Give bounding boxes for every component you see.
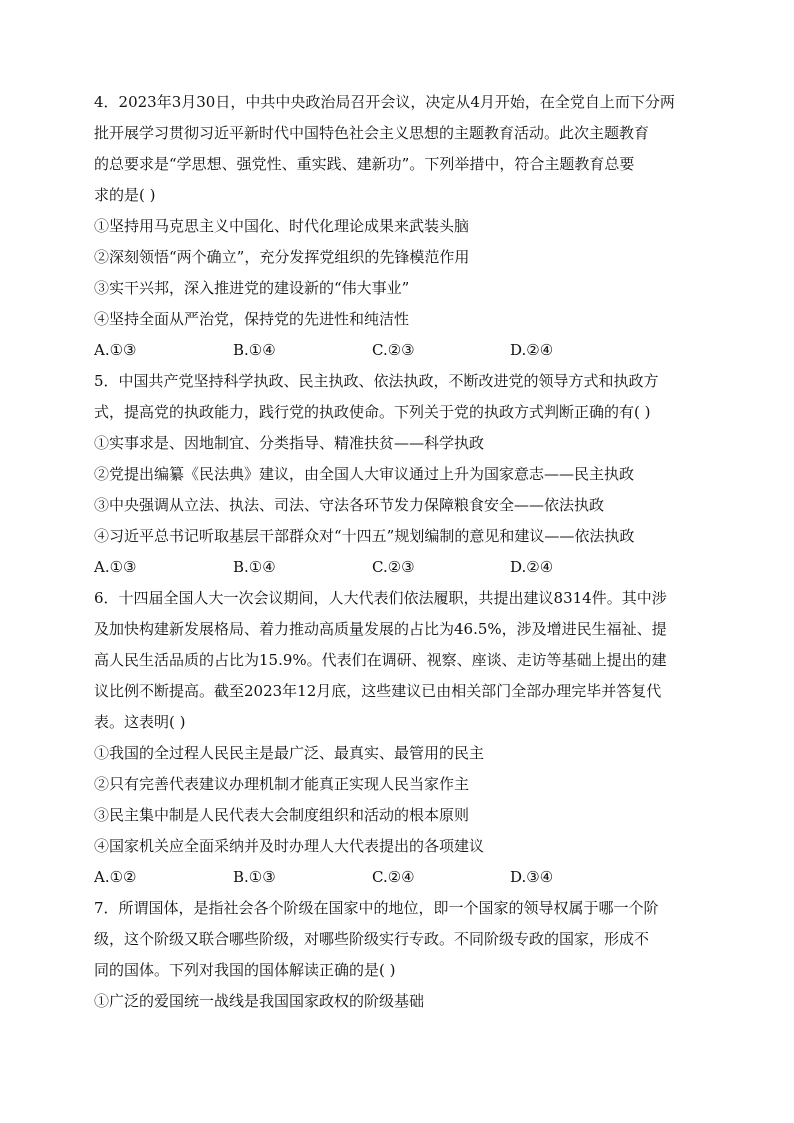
answer-options (94, 557, 706, 577)
question-stem-line: 级，这个阶级又联合哪些阶级，对哪些阶级实行专政。不同阶级专政的国家，形成不 (94, 930, 650, 948)
statement-item: ①我国的全过程人民民主是最广泛、最真实、最管用的民主 (94, 744, 485, 762)
question-stem-line: 的总要求是“学思想、强党性、重实践、建新功”。下列举措中，符合主题教育总要 (94, 155, 635, 173)
statement-item: ④国家机关应全面采纳并及时办理人大代表提出的各项建议 (94, 837, 485, 855)
statement-item: ③民主集中制是人民代表大会制度组织和活动的根本原则 (94, 806, 470, 824)
option-a[interactable]: A.①③ (94, 341, 137, 359)
option-d[interactable]: D.③④ (510, 868, 554, 886)
statement-item: ①坚持用马克思主义中国化、时代化理论成果来武装头脑 (94, 217, 470, 235)
option-b[interactable]: B.①④ (233, 558, 276, 576)
question-stem-line: 批开展学习贯彻习近平新时代中国特色社会主义思想的主题教育活动。此次主题教育 (94, 124, 650, 142)
question-stem-line: 6．十四届全国人大一次会议期间，人大代表们依法履职，共提出建议8314件。其中涉 (94, 589, 667, 607)
question-stem-line: 式，提高党的执政能力，践行党的执政使命。下列关于党的执政方式判断正确的有( ) (94, 403, 651, 421)
question-stem-line: 7．所谓国体，是指社会各个阶级在国家中的地位，即一个国家的领导权属于哪一个阶 (94, 899, 659, 917)
option-d[interactable]: D.②④ (510, 341, 554, 359)
statement-item: ②党提出编纂《民法典》建议，由全国人大审议通过上升为国家意志——民主执政 (94, 465, 635, 483)
question-stem-line: 4．2023年3月30日，中共中央政治局召开会议，决定从4月开始，在全党自上而下分两 (94, 93, 675, 111)
statement-item: ③中央强调从立法、执法、司法、守法各环节发力保障粮食安全——依法执政 (94, 496, 605, 514)
statement-item: ①实事求是、因地制宜、分类指导、精准扶贫——科学执政 (94, 434, 485, 452)
question-page (94, 92, 706, 1022)
statement-item: ④坚持全面从严治党，保持党的先进性和纯洁性 (94, 310, 410, 328)
question-stem-line: 及加快构建新发展格局、着力推动高质量发展的占比为46.5%，涉及增进民生福祉、提 (94, 620, 667, 638)
option-a[interactable]: A.①③ (94, 558, 137, 576)
statement-item: ①广泛的爱国统一战线是我国国家政权的阶级基础 (94, 992, 425, 1010)
statement-item: ②深刻领悟“两个确立”，充分发挥党组织的先锋模范作用 (94, 248, 470, 266)
answer-options (94, 340, 706, 360)
option-b[interactable]: B.①③ (233, 868, 276, 886)
option-b[interactable]: B.①④ (233, 341, 276, 359)
question-6 (94, 588, 706, 887)
statement-item: ③实干兴邦，深入推进党的建设新的“伟大事业” (94, 279, 410, 297)
question-stem-line: 高人民生活品质的占比为15.9%。代表们在调研、视察、座谈、走访等基础上提出的建 (94, 651, 667, 669)
question-stem-line: 5．中国共产党坚持科学执政、民主执政、依法执政，不断改进党的领导方式和执政方 (94, 372, 659, 390)
statement-item: ②只有完善代表建议办理机制才能真正实现人民当家作主 (94, 775, 470, 793)
option-a[interactable]: A.①② (94, 868, 137, 886)
question-stem-line: 议比例不断提高。截至2023年12月底，这些建议已由相关部门全部办理完毕并答复代 (94, 682, 662, 700)
question-stem-line: 求的是( ) (94, 186, 156, 204)
statement-item: ④习近平总书记听取基层干部群众对“十四五”规划编制的意见和建议——依法执政 (94, 527, 635, 545)
question-stem-line: 同的国体。下列对我国的国体解读正确的是( ) (94, 961, 396, 979)
option-d[interactable]: D.②④ (510, 558, 554, 576)
question-7 (94, 898, 706, 1011)
question-4 (94, 92, 706, 360)
option-c[interactable]: C.②④ (372, 868, 415, 886)
answer-options (94, 867, 706, 887)
question-5 (94, 371, 706, 577)
option-c[interactable]: C.②③ (372, 558, 415, 576)
question-stem-line: 表。这表明( ) (94, 713, 186, 731)
option-c[interactable]: C.②③ (372, 341, 415, 359)
